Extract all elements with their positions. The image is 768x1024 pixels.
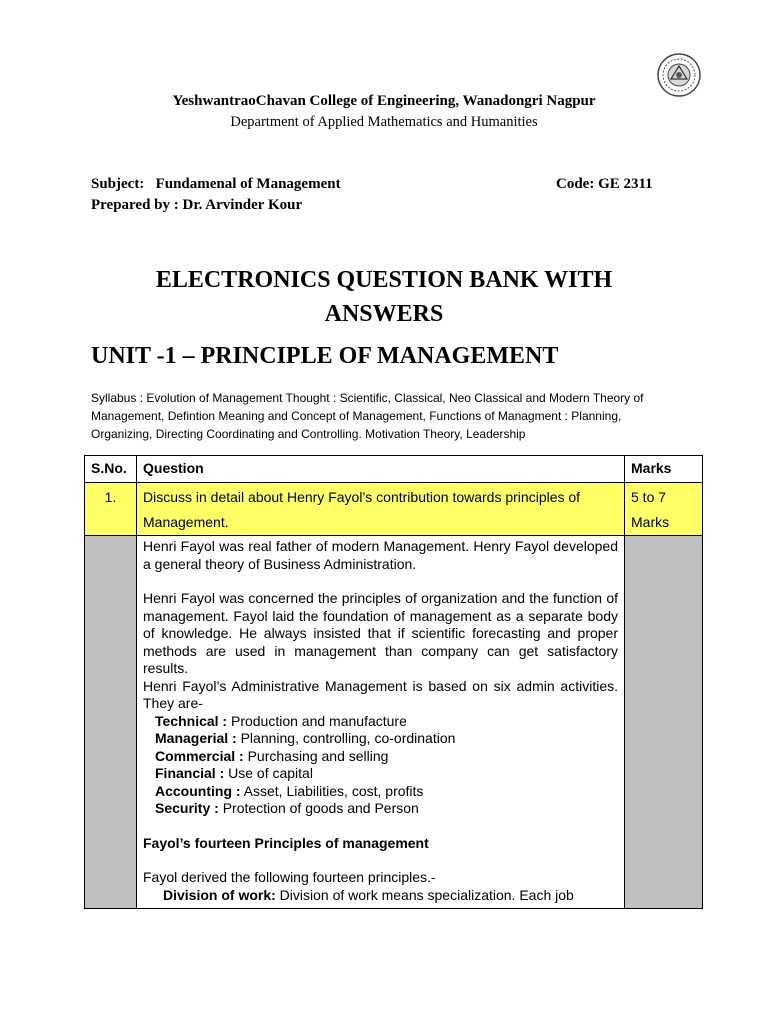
college-seal-logo — [656, 52, 702, 98]
subject-label: Subject: — [91, 176, 145, 192]
department-name: Department of Applied Mathematics and Humanities — [230, 114, 538, 130]
activity-item: Commercial : Purchasing and selling — [155, 747, 389, 764]
question-marks: 5 to 7 Marks — [625, 483, 703, 536]
answer-paragraph-3: Henri Fayol’s Administrative Management is based on six admin activities. They are- — [143, 677, 618, 711]
question-bank-table — [84, 455, 703, 909]
answer-marks-cell — [625, 536, 703, 909]
header-marks: Marks — [625, 456, 703, 483]
principle-division-of-work: Division of work: Division of work means specialization. Each job — [163, 886, 574, 903]
answer-row — [85, 536, 703, 909]
question-row — [85, 483, 703, 536]
prepared-by: Prepared by : Dr. Arvinder Kour — [91, 197, 303, 213]
college-name: YeshwantraoChavan College of Engineering, Wanadongri Nagpur — [172, 93, 596, 109]
document-title-line2: ANSWERS — [324, 301, 444, 327]
principles-heading: Fayol’s fourteen Principles of management — [143, 834, 429, 851]
activity-item: Financial : Use of capital — [155, 765, 313, 781]
table-header-row — [85, 456, 703, 483]
principles-intro: Fayol derived the following fourteen principles.- — [143, 869, 436, 885]
activity-item: Managerial : Planning, controlling, co-ordination — [155, 730, 456, 746]
subject-value: Fundamenal of Management — [155, 176, 341, 192]
header-question: Question — [137, 456, 625, 483]
question-number: 1. — [85, 483, 137, 536]
activity-item: Accounting : Asset, Liabilities, cost, profits — [155, 782, 424, 799]
document-title — [0, 263, 768, 331]
answer-sno-cell — [85, 536, 137, 909]
course-code: Code: GE 2311 — [556, 176, 653, 192]
answer-paragraph-1: Henri Fayol was real father of modern Management. Henry Fayol developed a general theory of Business Administration. — [143, 538, 618, 572]
answer-text-cell — [137, 536, 625, 909]
question-text: Discuss in detail about Henry Fayol’s contribution towards principles of Management. — [137, 483, 625, 536]
answer-paragraph-2: Henri Fayol was concerned the principles of organization and the function of management. Fayol laid the foundation of management as a separate body of knowledge. He always insisted that if scientific forecasting and proper methods are used in management than company can get satisfactory results. — [143, 590, 618, 676]
activity-item: Security : Protection of goods and Person — [155, 800, 419, 816]
unit-title: UNIT -1 – PRINCIPLE OF MANAGEMENT — [91, 343, 559, 369]
header-sno: S.No. — [85, 456, 137, 483]
syllabus-text: Syllabus : Evolution of Management Thought : Scientific, Classical, Neo Classical and Modern Theory of Management, Defintion Meaning and Concept of Management, Functions of Managment : Planning, Organizing, Directing Coordinating and Controlling. Motivation Theory, Leadership — [91, 391, 644, 441]
subject-line — [91, 176, 341, 193]
activity-item: Technical : Production and manufacture — [155, 712, 407, 729]
document-title-line1: ELECTRONICS QUESTION BANK WITH — [155, 267, 613, 293]
